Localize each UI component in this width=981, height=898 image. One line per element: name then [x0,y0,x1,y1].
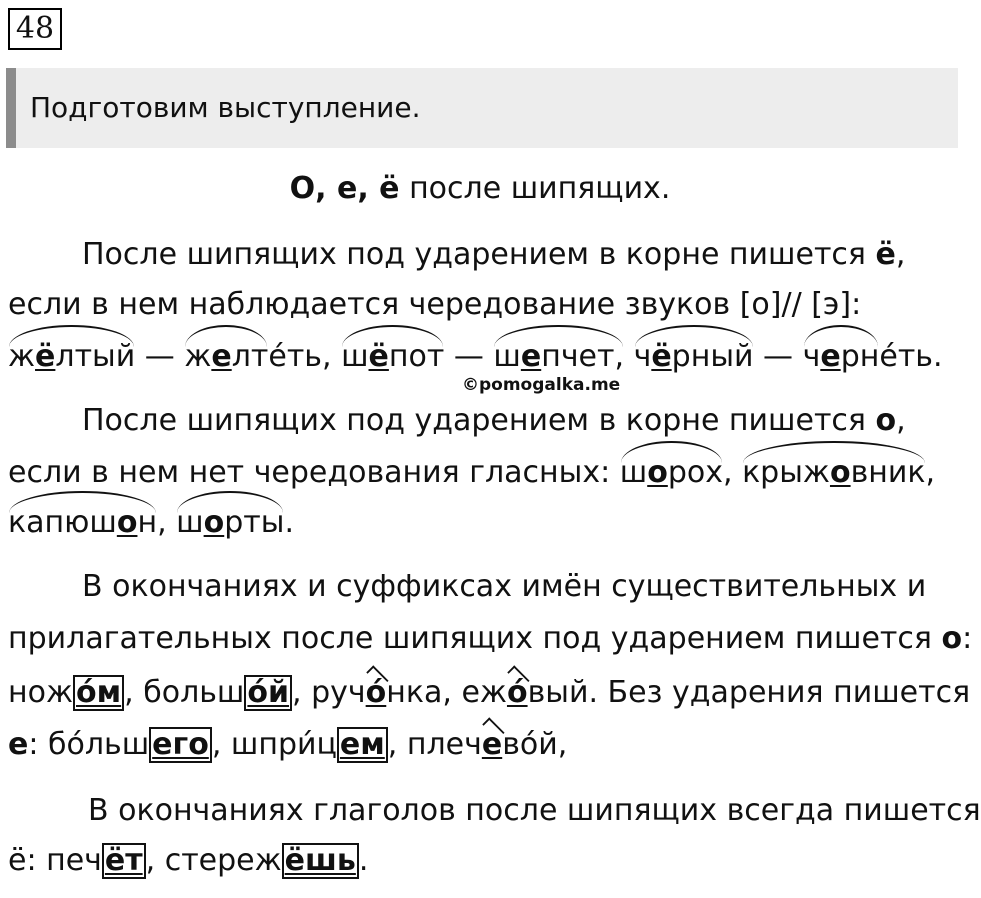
root-arc-word [620,454,723,492]
root-arc-word [493,338,624,376]
task-instruction-band [6,68,958,148]
ending-box: о́м [73,675,124,711]
word-part: , шпри́ц [211,727,337,762]
p1-line2: если в нем наблюдается чередование звуков [о]// [э]: [8,287,862,322]
rule-title [0,170,960,208]
suffix-mark: е [481,727,503,762]
word-part: нка, [386,675,462,710]
p2-line3 [8,504,294,542]
p2-text: если в нем нет чередования гласных: [8,455,620,490]
root-arc-word [742,454,925,492]
vowel: о [203,505,225,540]
p3-text: прилагательных после шипящих под ударением пишется [8,621,942,656]
word-part: руч [311,675,366,710]
p2-text: После шипящих под ударением в корне пишется [82,403,876,438]
ending-box: о́й [244,675,292,711]
word-part: во́й, [502,727,568,762]
word-part: , [157,505,177,540]
root-arc-word [176,504,284,542]
word-part: , [292,675,312,710]
root-arc-word [8,504,157,542]
vowel: ё [651,339,672,374]
suffix-mark: о́ [365,675,387,710]
word-part: рты [224,505,285,540]
p3-line2 [8,620,972,658]
root-arc-word [803,338,880,376]
word-part: н [137,505,158,540]
p1-line1 [82,236,905,274]
word-part: , стереж [145,843,282,878]
ending-box: ёшь [282,843,359,879]
word-part: , [925,455,936,490]
word-part: пот [388,339,445,374]
word-part: больш [143,675,245,710]
root-arc-word [8,338,135,376]
vowel: е [520,339,542,374]
word-part: рн [840,339,880,374]
word-part: ё: печ [8,843,102,878]
vowel: о [829,455,851,490]
word-part: пчет, [541,339,625,374]
task-number: 48 [8,8,62,50]
p3-line4 [8,726,567,764]
p4-line2 [8,842,368,880]
word-part: , [722,455,743,490]
vowel: о [647,455,668,490]
word-part: ш [619,455,648,490]
word-part: капюш [8,505,117,540]
word-part: . [284,505,294,540]
word-part: ш [341,339,369,374]
word-part: лтый [55,339,136,374]
word-part: ш [176,505,204,540]
vowel: о [116,505,138,540]
ending-box: ем [337,727,388,763]
vowel: ё [35,339,56,374]
p2-line2 [8,454,935,492]
vowel: е [211,339,232,374]
rule-title-rest: после шипящих. [399,171,671,206]
word-part: крыж [742,455,830,490]
p2-letter: о [875,403,897,438]
word-part: вник [850,455,926,490]
vowel: е [820,339,841,374]
word-part: рный [671,339,754,374]
word-part: , плеч [387,727,482,762]
ending-box: ёт [102,843,146,879]
word-part: ч [802,339,821,374]
word-part: ж [184,339,212,374]
p1-letter: ё [875,237,896,272]
dash: — [135,339,185,374]
watermark: ©pomogalka.me [462,375,621,395]
rule-title-letters: О, е, ё [289,171,400,206]
word-part: нож [8,675,73,710]
p3-line3 [8,674,970,712]
p2-punct: , [896,403,906,438]
word-part: ж [8,339,36,374]
p3-line1: В окончаниях и суффиксах имён существительных и [82,569,927,604]
p1-punct: , [895,237,906,272]
p2-line1 [82,402,906,440]
word-part: е́ть, [268,339,332,374]
dash: — [753,339,803,374]
word-part: еж [461,675,507,710]
word-part: . [358,843,369,878]
word-part: е́ть. [879,339,943,374]
p3-punct: : [962,621,973,656]
p3-letter: о [941,621,963,656]
p1-examples [8,338,943,376]
root-arc-word [184,338,268,376]
suffix-mark: о́ [506,675,528,710]
word-part: , [124,675,144,710]
root-arc-word [341,338,444,376]
vowel: ё [368,339,389,374]
p4-line1: В окончаниях глаголов после шипящих всегда пишется [88,793,981,828]
word-part: ч [633,339,652,374]
p3-letter: е [8,727,29,762]
p1-text: После шипящих под ударением в корне пишется [82,237,876,272]
root-arc-word [634,338,754,376]
task-instruction: Подготовим выступление. [30,91,421,124]
dash: — [444,339,494,374]
word-part: рох [667,455,723,490]
word-part: вый. Без ударения пишется [527,675,971,710]
word-part: лт [231,339,269,374]
ending-box: его [149,727,212,763]
word-part: : бо́льш [28,727,150,762]
word-part: ш [493,339,521,374]
